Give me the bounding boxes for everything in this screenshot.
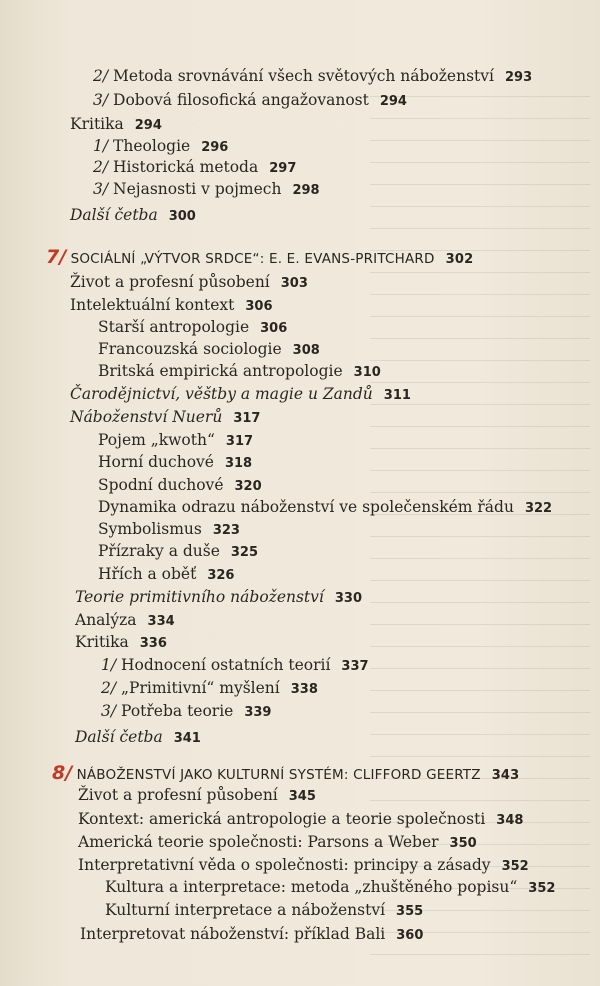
toc-entry: Intelektuální kontext 306 <box>70 296 273 314</box>
toc-entry: Náboženství Nuerů 317 <box>70 408 261 426</box>
chapter-number: 8/ <box>52 762 73 784</box>
chapter-heading: 8/ NÁBOŽENSTVÍ JAKO KULTURNÍ SYSTÉM: CLIFFORD GEERTZ 343 <box>52 762 520 784</box>
toc-entry: Kritika 336 <box>75 633 167 651</box>
toc-entry: Hřích a oběť 326 <box>98 565 235 583</box>
toc-entry: Analýza 334 <box>75 611 175 629</box>
toc-entry-further-reading: Další četba 341 <box>75 728 201 746</box>
toc-entry: 3/ Nejasnosti v pojmech 298 <box>93 180 320 198</box>
toc-entry: 3/ Potřeba teorie 339 <box>101 702 272 720</box>
chapter-heading: 7/ SOCIÁLNÍ „VÝTVOR SRDCE“: E. E. EVANS-PRITCHARD 302 <box>46 246 474 268</box>
toc-entry: Francouzská sociologie 308 <box>98 340 320 358</box>
toc-entry: Život a profesní působení 345 <box>78 786 316 804</box>
toc-entry: Přízraky a duše 325 <box>98 542 259 560</box>
toc-entry: Britská empirická antropologie 310 <box>98 362 381 380</box>
toc-entry: Kulturní interpretace a náboženství 355 <box>105 901 424 919</box>
toc-entry: 3/ Dobová filosofická angažovanost 294 <box>93 91 407 109</box>
toc-entry: Život a profesní působení 303 <box>70 273 308 291</box>
toc-entry: Kultura a interpretace: metoda „zhuštěného popisu“ 352 <box>105 878 556 896</box>
toc-entry-further-reading: Další četba 300 <box>70 206 196 224</box>
toc-entry: Interpretovat náboženství: příklad Bali 360 <box>80 925 424 943</box>
toc-entry: Kontext: americká antropologie a teorie společnosti 348 <box>78 810 524 828</box>
toc-entry: Americká teorie společnosti: Parsons a Weber 350 <box>78 833 477 851</box>
toc-entry: Teorie primitivního náboženství 330 <box>75 588 363 606</box>
toc-entry: Kritika 294 <box>70 115 162 133</box>
toc-entry: Interpretativní věda o společnosti: principy a zásady 352 <box>78 856 529 874</box>
toc-entry: Symbolismus 323 <box>98 520 240 538</box>
toc-entry: 1/ Hodnocení ostatních teorií 337 <box>101 656 369 674</box>
toc-entry: Horní duchové 318 <box>98 453 253 471</box>
toc-entry: Čarodějnictví, věštby a magie u Zandů 311 <box>70 385 411 403</box>
toc-entry: 2/ Metoda srovnávání všech světových náboženství 293 <box>93 67 533 85</box>
toc-entry: Starší antropologie 306 <box>98 318 288 336</box>
toc-entry: 2/ Historická metoda 297 <box>93 158 297 176</box>
toc-entry: Dynamika odrazu náboženství ve společenském řádu 322 <box>98 498 553 516</box>
toc-entry: 2/ „Primitivní“ myšlení 338 <box>101 679 318 697</box>
chapter-number: 7/ <box>46 246 67 268</box>
toc-entry: Pojem „kwoth“ 317 <box>98 431 254 449</box>
toc-entry: Spodní duchové 320 <box>98 476 262 494</box>
toc-entry: 1/ Theologie 296 <box>93 137 229 155</box>
